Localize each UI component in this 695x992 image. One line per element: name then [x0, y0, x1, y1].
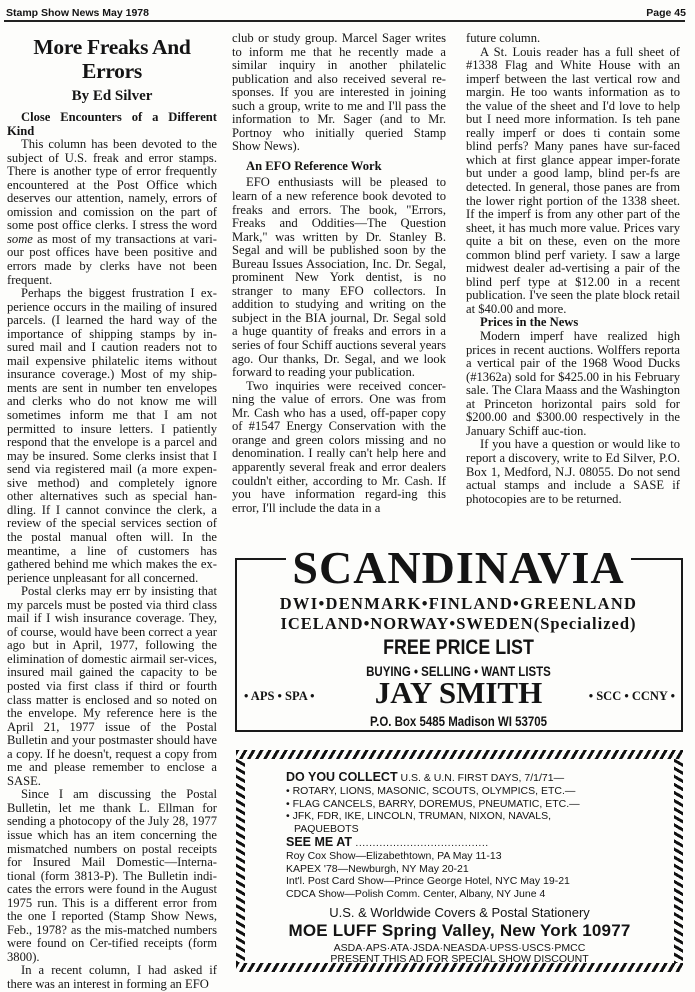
byline: By Ed Silver	[71, 88, 153, 104]
dealer-line: MOE LUFF Spring Valley, New York 10977	[288, 921, 631, 940]
show-item: Roy Cox Show—Elizabethtown, PA May 11-13	[286, 849, 502, 862]
show-item: CDCA Show—Polish Comm. Center, Albany, NY June 4	[286, 888, 546, 901]
paragraph: Postal clerks may err by insisting that my parcels must be posted via third class mail if I wish insurance coverage. They, of course, would have been correct a year ago but in April, 1977, following the elimination of domestic airmail ser-vices, insured mail gained the capacity to be posted via first class if third or fourth class matter is enclosed and so noted on the envelope. My reference here is the April 21, 1977 issue of the Postal Bulletin and your postmaster should have a copy. If he doesn't, request a copy from me and please remember to enclose a SASE.	[7, 584, 217, 788]
collect-heading: DO YOU COLLECT	[286, 770, 398, 784]
see-me-heading: SEE ME AT	[286, 834, 352, 849]
page-number: Page 45	[646, 7, 686, 19]
column-1	[7, 33, 217, 992]
leader-dots: .......................................	[351, 836, 489, 849]
column-2	[232, 32, 446, 515]
bullet-item: • JFK, FDR, IKE, LINCOLN, TRUMAN, NIXON, NAVALS,	[286, 810, 552, 823]
paragraph: Since I am discussing the Postal Bulletin, let me thank L. Ellman for sending a photocopy of the July 28, 1977 issue which has an item concerning the mismatched numbers on postal receipts for Insured Mail Domestic—Interna-tional (form 3813-P). The Bulletin indi-cates the errors were found in the August 1975 run. This is a different error from the one I reported (Stamp Show News, Feb., 1978? as the mis-matched numbers were found on Cer-tified receipts (form 3800).	[7, 787, 217, 964]
memberships-line: ASDA·APS·ATA·JSDA·NEASDA·UPSS·USCS·PMCC	[333, 942, 586, 954]
paragraph: A St. Louis reader has a full sheet of #1338 Flag and White House with an imperf between the last vertical row and margin. He too wants information as to the value of the sheet and I'd love to help but I need more information. Is teh pane really imperf or does ti contain some blind perfs? Many panes have sur-faced which at first glance appear imper-forate but under a good lamp, blind per-fs are detected. In general, those panes are from the lower right portion of the 1338 sheet. If the imperf is from any other part of the sheet, it has much more value. Prices vary quite a bit on these, even on the more common blind perf variety. I saw a large midwest dealer ad-vertising a pair of the blind perf type at $12.00 in a recent publication. I've seen the plate block retail at $40.00 and more.	[466, 44, 680, 316]
text-run: This column has been devoted to the subject of U.S. freak and error stamps. There is another type of error frequently encountered at the Post Office which deserves our attention, namely, errors of omission and comission on the part of some post office clerks. I stress the word	[7, 137, 217, 233]
text-run: as most of my transactions at vari-our post offices have been positive and errors made by clerks have not been frequent.	[7, 231, 217, 287]
paragraph	[7, 138, 217, 287]
affiliations-right: • SCC • CCNY •	[588, 689, 675, 703]
column-3	[466, 32, 680, 506]
bullet-item: • ROTARY, LIONS, MASONIC, SCOUTS, OLYMPICS, ETC.—	[286, 784, 576, 797]
scandinavia-advertisement	[232, 542, 685, 734]
affiliations-left: • APS • SPA •	[244, 689, 315, 703]
hatched-border-top	[236, 750, 683, 759]
see-me-line	[286, 836, 646, 850]
ad-headline	[232, 542, 685, 593]
section-heading: Close Encounters of a Different Kind	[7, 110, 217, 138]
show-item: KAPEX '78—Newburgh, NY May 20-21	[286, 862, 469, 875]
hatched-border-right	[674, 750, 683, 972]
dealer-name: JAY SMITH	[374, 675, 543, 710]
show-item: Int'l. Post Card Show—Prince George Hotel, NYC May 19-21	[286, 875, 570, 888]
paragraph: In a recent column, I had asked if there was an interest in forming an EFO	[7, 963, 217, 991]
paragraph: Perhaps the biggest frustration I ex-perience occurs in the mailing of insured parcels. (I learned the hard way of the importance of shipping stamps by in-sured mail and I caution readers not to mail expensive philatelic items without insurance coverage.) Most of my ship-ments are sent in number ten envelopes and clerks who do not know me will sometimes inform me that I am not permitted to insure letters. I patiently respond that the envelope is a parcel and may be insured. Some clerks insist that I send via registered mail (a more expen-sive method) and completely ignore other alternatives such as special han-dling. If I cannot convince the clerk, a review of the special services section of the postal manual often will. In the meantime, a line of customers has gathered behind me which makes the ex-perience unpleasant for all concerned.	[7, 286, 217, 585]
countries-line-1: DWI•DENMARK•FINLAND•GREENLAND	[279, 594, 638, 613]
paragraph: Two inquiries were received concer-ning the value of errors. One was from Mr. Cash who has a used, off-paper copy of #1547 Energy Conservation with the orange and green colors missing and no denomination. I really can't help here and apparently several freak and error dealers couldn't either, according to Mr. Cash. If you have information regard-ing this error, I'll include the data in a	[232, 378, 446, 515]
bullet-continuation: PAQUEBOTS	[294, 823, 359, 836]
hatched-border-left	[236, 750, 245, 972]
services: BUYING • SELLING • WANT LISTS	[366, 663, 551, 679]
price-list-offer: FREE PRICE LIST	[383, 636, 534, 659]
section-heading: An EFO Reference Work	[246, 158, 382, 173]
paragraph: If you have a question or would like to report a discovery, write to Ed Silver, P.O. Box 1, Medford, N.J. 08055. Do not send actual stamps and include a SASE if photocopies are to be returned.	[466, 437, 680, 506]
countries-line-2: ICELAND•NORWAY•SWEDEN(Specialized)	[280, 614, 637, 633]
publication-name: Stamp Show News May 1978	[6, 7, 149, 19]
bullet-item: • FLAG CANCELS, BARRY, DOREMUS, PNEUMATIC, ETC.—	[286, 797, 580, 810]
headline-text: SCANDINAVIA	[286, 542, 630, 593]
moe-luff-advertisement	[236, 750, 683, 972]
title-line-2: Errors	[82, 59, 142, 83]
article-title	[7, 35, 217, 83]
emphasis: some	[7, 231, 33, 246]
paragraph-continued: future column.	[466, 31, 541, 45]
section-heading: Prices in the News	[480, 315, 579, 330]
discount-line: PRESENT THIS AD FOR SPECIAL SHOW DISCOUNT	[330, 953, 589, 965]
paragraph: Modern imperf have realized high prices in recent auctions. Wolffers reporta a vertical pair of the 1968 Wood Ducks (#1362a) sold for $425.00 in his February sale. The Clara Maass and the Washington at Princeton horizontal pairs sold for $200.00 and $300.00 respectively in the January Schiff auc-tion.	[466, 329, 680, 438]
ad-listing	[286, 771, 646, 901]
collect-line	[286, 771, 646, 785]
dealer-address: P.O. Box 5485 Madison WI 53705	[369, 714, 548, 729]
specialty-line: U.S. & Worldwide Covers & Postal Stationery	[329, 905, 590, 920]
collect-text: U.S. & U.N. FIRST DAYS, 7/1/71—	[397, 772, 565, 784]
title-line-1: More Freaks And	[33, 35, 191, 59]
header-rule	[4, 20, 685, 22]
paragraph-continued: club or study group. Marcel Sager writes to inform me that he recently made a similar inquiry in another philatelic publication and also received several re-sponses. If you are interested in joining such a group, write to me and I'll pass the information to Mr. Sager (and to Mr. Portnoy who initially queried Stamp Show News).	[232, 31, 446, 154]
paragraph: EFO enthusiasts will be pleased to learn of a new reference book devoted to freaks and errors. The book, "Errors, Freaks and Oddities—The Question Mark," was written by Dr. Stanley B. Segal and will be published soon by the Bureau Issues Association, Inc. Dr. Segal, prominent New York dentist, is no stranger to many EFO collectors. In addition to studying and writing on the subject in the BIA journal, Dr. Segal sold a huge quantity of freaks and errors in a series of four Schiff auctions several years ago. Our thanks, Dr. Segal, and we look forward to reading your publication.	[232, 175, 446, 380]
